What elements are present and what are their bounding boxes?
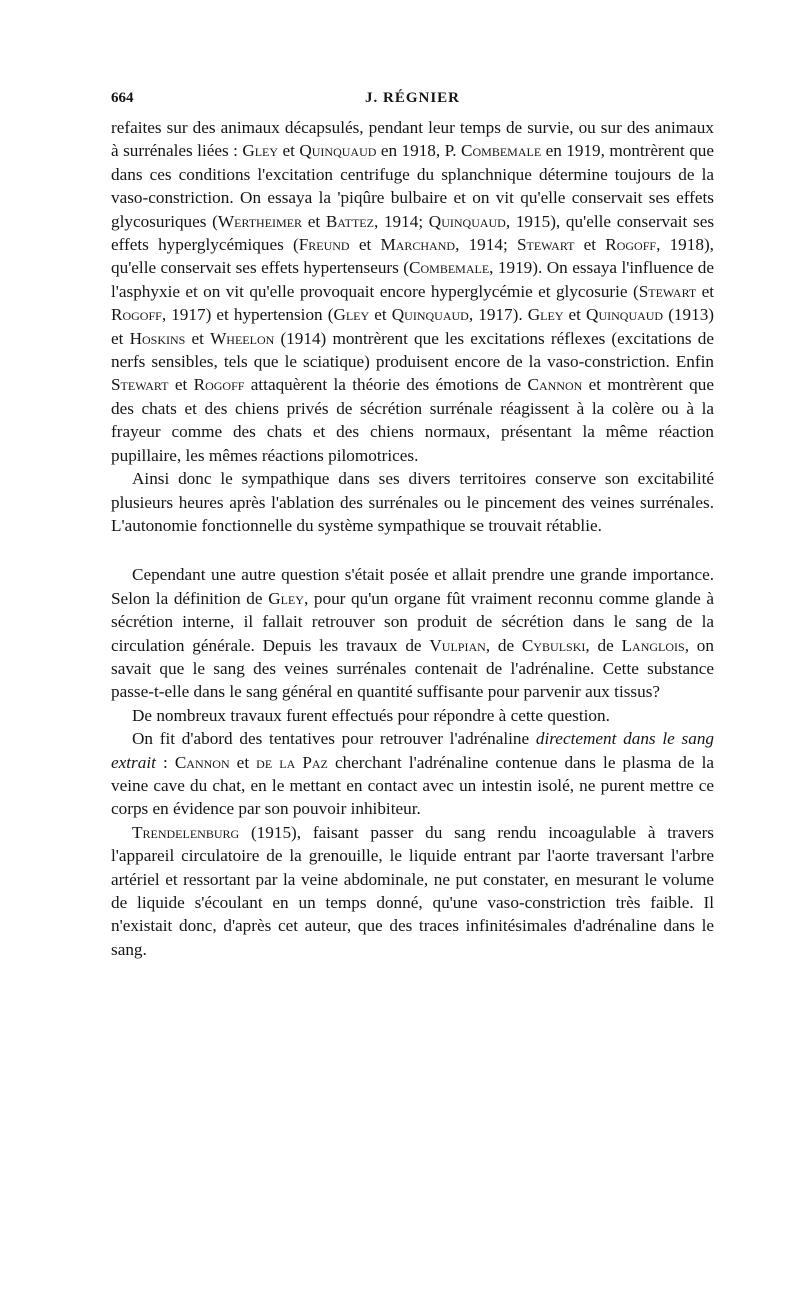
text-run: , 1915), qu'elle conservait ses effets hyperglycémiques ( [111,211,715,255]
author-name: Wheelon [210,328,275,348]
text-run: , pour qu'un organe fût vraiment reconnu comme glande à sécrétion interne, il fallait retrouver son produit de sécrétion dans le sang de la circulation générale. Depuis les travaux de [111,588,715,655]
text-run: et [574,235,606,255]
author-name: Battez [325,211,374,231]
text-run: , 1914; [455,235,517,255]
text-run: en 1919, montrèrent que dans ces conditions l'excitation centrifuge du splanchnique détermine toujours de la vaso-constriction. On essaya la 'piqûre bulbaire et on vit qu'elle conservait ses effets glycosuriques ( [111,141,715,231]
text-run: en 1918, P. [376,141,462,161]
author-name: Cannon [174,752,230,772]
author-name: Stewart [516,235,575,255]
text-run: et [349,235,381,255]
running-head-author: J. RÉGNIER [364,90,460,106]
author-name: Marchand [380,235,456,255]
author-name: Rogoff [193,375,245,395]
author-name: Wertheimer [217,211,303,231]
author-name: Rogoff [605,235,657,255]
paragraph-1 [111,116,714,467]
text-run: , 1917) et hypertension ( [161,305,334,325]
author-name: Quinquaud [391,305,469,325]
paragraph-3 [111,563,714,703]
author-name: Rogoff [111,305,162,325]
text-run: et [563,305,587,325]
text-run: et [278,141,300,161]
author-name: Combemale [461,141,542,161]
text-run: On fit d'abord des tentatives pour retrouver l'adrénaline [132,729,536,749]
text-run: et montrèrent que des chats et des chiens privés de sécrétion surrénale réagissent à la colère ou à la frayeur comme des chats et des chiens normaux, présentant la même réaction pupillaire, les mêmes réactions pilomotrices. [111,375,714,465]
text-run: refaites sur des animaux décapsulés, pendant leur temps de survie, ou sur des animaux à surrénales liées : [111,118,714,161]
text-run: , 1917). [468,305,528,325]
author-name: Gley [268,588,304,608]
page-number: 664 [111,90,134,106]
text-run: Cependant une autre question s'était posée et allait prendre une grande importance. Selon la définition de [111,565,714,608]
author-name: Gley [333,305,370,325]
paragraph-6 [111,821,714,961]
page-header [111,90,714,116]
author-name: Stewart [638,281,697,301]
text-run: et [369,305,392,325]
author-name: Quinquaud [428,211,506,231]
paragraph-2: Ainsi donc le sympathique dans ses divers territoires conserve son excitabilité plusieurs heures après l'ablation des surrénales ou le pincement des veines surrénales. L'autonomie fonctionnelle du système sympathique se trouvait rétablie. [111,469,714,535]
text-run: et [185,328,211,348]
author-name: Gley [242,141,279,161]
author-name: de la Paz [256,752,328,772]
text-run: cherchant l'adrénaline contenue dans le plasma de la veine cave du chat, en le mettant en contact avec un intestin isolé, ne purent mettre ce corps en évidence par son pouvoir inhibiteur. [111,752,714,819]
text-run: , de [485,635,522,655]
author-name: Quinquaud [299,141,377,161]
text-run: , 1919). On essaya l'influence de l'asphyxie et on vit qu'elle provoquait encore hyperglycémie et glycosurie ( [111,258,714,301]
emphasis-text: directement dans le sang extrait [111,729,715,772]
text-run: : [155,752,175,772]
text-run: et [168,375,194,395]
paragraph-4: De nombreux travaux furent effectués pour répondre à cette question. [132,705,610,725]
text-run: (1914) montrèrent que les excitations réflexes (excitations de nerfs sensibles, tels que le sciatique) produisent encore de la vaso-constriction. Enfin [111,328,715,372]
author-name: Combemale [409,258,490,278]
text-run: (1915), faisant passer du sang rendu incoagulable à travers l'appareil circulatoire de la grenouille, le liquide entrant par l'aorte traversant l'arbre artériel et ressortant par la veine abdominale, ne put constater, en mesurant le volume de liquide s'écoulant en un temps donné, qu'une vaso-constriction très faible. Il n'existait donc, d'après cet auteur, que des traces infinitésimales d'adrénaline dans le sang. [111,822,714,959]
author-name: Hoskins [129,328,186,348]
text-run: et [229,752,257,772]
text-run: , de [585,635,622,655]
author-name: Quinquaud [586,305,664,325]
author-name: Freund [298,235,350,255]
author-name: Gley [527,305,564,325]
text-run: et [302,211,326,231]
text-run: , on savait que le sang des veines surrénales contenait de l'adrénaline. Cette substance passe-t-elle dans le sang général en quantité suffisante pour parvenir aux tissus? [111,635,714,702]
section-gap [111,537,714,563]
paragraph-5 [111,727,714,821]
text-run: , 1918), qu'elle conservait ses effets hypertenseurs ( [111,235,714,278]
author-name: Stewart [111,375,169,395]
author-name: Trendelenburg [132,822,240,842]
author-name: Vulpian [429,635,486,655]
author-name: Cannon [527,375,583,395]
text-run: , 1914; [373,211,429,231]
author-name: Cybulski [521,635,586,655]
book-page [111,90,714,961]
text-run: (1913) et [111,305,715,348]
author-name: Langlois [621,635,685,655]
text-run: attaquèrent la théorie des émotions de [244,375,528,395]
text-run: et [696,281,714,301]
